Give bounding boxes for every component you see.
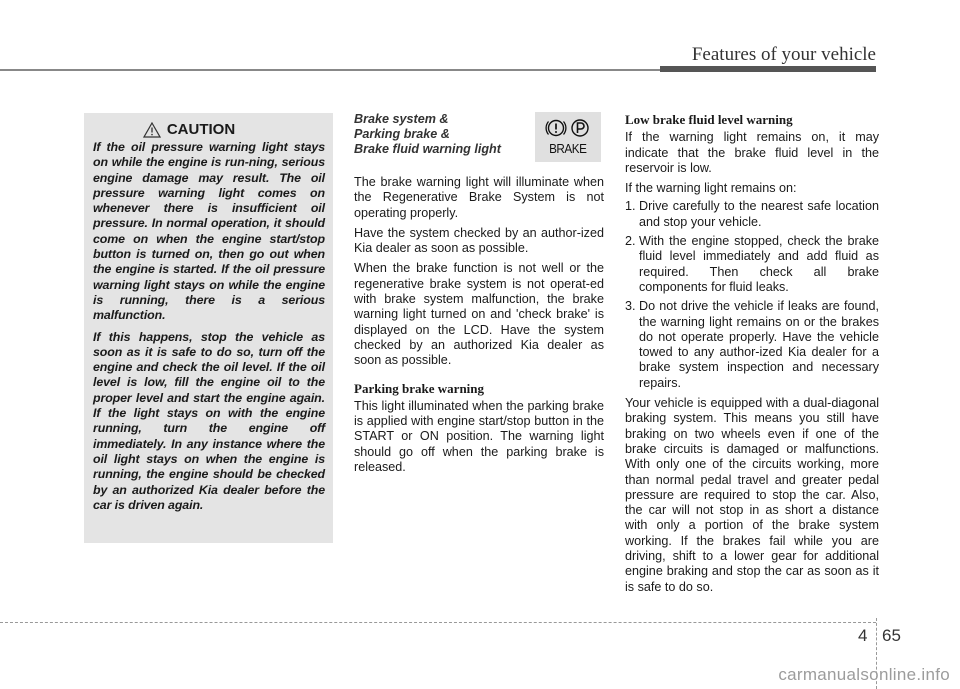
caution-paragraph: If the oil pressure warning light stays on while the engine is run-ning, serious engine damage may result. The oil pressure warning light comes on whenever there is insufficient oil pressure. In normal operation, it should come on when the engine start/stop button is turned on, then go out when the engine is started. If the oil pressure warning light stays on while the engine is running, there is a serious malfunction. [93,140,325,323]
caution-box [84,113,333,543]
section-number: 4 [858,626,868,645]
body-paragraph: If the warning light remains on, it may indicate that the brake fluid level in the reservoir is low. [625,130,879,175]
middle-column [354,112,604,480]
low-fluid-heading: Low brake fluid level warning [625,112,793,127]
body-paragraph: Your vehicle is equipped with a dual-diagonal braking system. This means you still have braking on two wheels even if one of the brake circuits is damaged or malfunctions. With only one of the circuits working, more than normal pedal travel and greater pedal pressure are required to stop the car. Also, the car will not stop in as short a distance with only a portion of the brake system working. If the brakes fail while you are driving, shift to a lower gear for additional engine braking and stop the car as soon as it is safe to do so. [625,396,879,594]
list-item [625,199,879,230]
list-item [625,299,879,391]
body-paragraph: Have the system checked by an author-ized Kia dealer as soon as possible. [354,225,604,256]
body-paragraph: If the warning light remains on: [625,181,797,196]
page-number: 65 [882,626,901,645]
heading-line: Brake fluid warning light [354,142,501,156]
brake-icon-label: BRAKE [549,141,587,157]
list-number: 1. [625,199,636,214]
footer-rule [0,622,876,623]
brake-section-heading [354,112,501,157]
header-bar [660,66,876,72]
heading-line: Parking brake & [354,127,450,141]
warning-triangle-icon [143,122,161,138]
body-paragraph: This light illuminated when the parking brake is applied with engine start/stop button in the START or ON position. The warning light should go off when the parking brake is released. [354,398,604,475]
brake-warning-icon [535,112,601,162]
right-column [625,112,879,600]
header-rule [0,69,660,71]
watermark: carmanualsonline.info [778,665,950,684]
caution-header [93,121,325,138]
list-text: With the engine stopped, check the brake fluid level immediately and add fluid as required. Then check all brake components for fluid leaks. [639,234,879,294]
page-header-title: Features of your vehicle [691,44,876,65]
list-text: Drive carefully to the nearest safe location and stop your vehicle. [639,199,879,229]
list-number: 3. [625,299,636,314]
list-number: 2. [625,234,636,249]
body-paragraph: The brake warning light will illuminate when the Regenerative Brake System is not operating properly. [354,175,604,220]
list-text: Do not drive the vehicle if leaks are found, the warning light remains on or the brakes do not operate properly. Have the vehicle towed to any author-ized Kia dealer for a brake system inspection and necessary repairs. [639,299,879,390]
body-paragraph: When the brake function is not well or the regenerative brake system is not operat-ed with brake system malfunction, the brake warning light turned on and 'check brake' is displayed on the LCD. Have the system checked by an authorized Kia dealer as soon as possible. [354,261,604,368]
caution-paragraph: If this happens, stop the vehicle as soon as it is safe to do so, turn off the engine and check the oil level. If the oil level is low, fill the engine oil to the proper level and start the engine again. If the light stays on with the engine running, turn the engine off immediately. In any instance where the oil light stays on when the engine is running, the engine should be checked by an authorized Kia dealer before the car is driven again. [93,329,325,512]
parking-circle-icon [569,117,591,139]
brake-section-header [354,112,604,162]
exclamation-circle-icon [545,117,567,139]
list-item [625,234,879,295]
heading-line: Brake system & [354,112,449,126]
caution-title: CAUTION [166,121,236,138]
parking-brake-heading: Parking brake warning [354,380,485,396]
steps-list [625,199,879,391]
